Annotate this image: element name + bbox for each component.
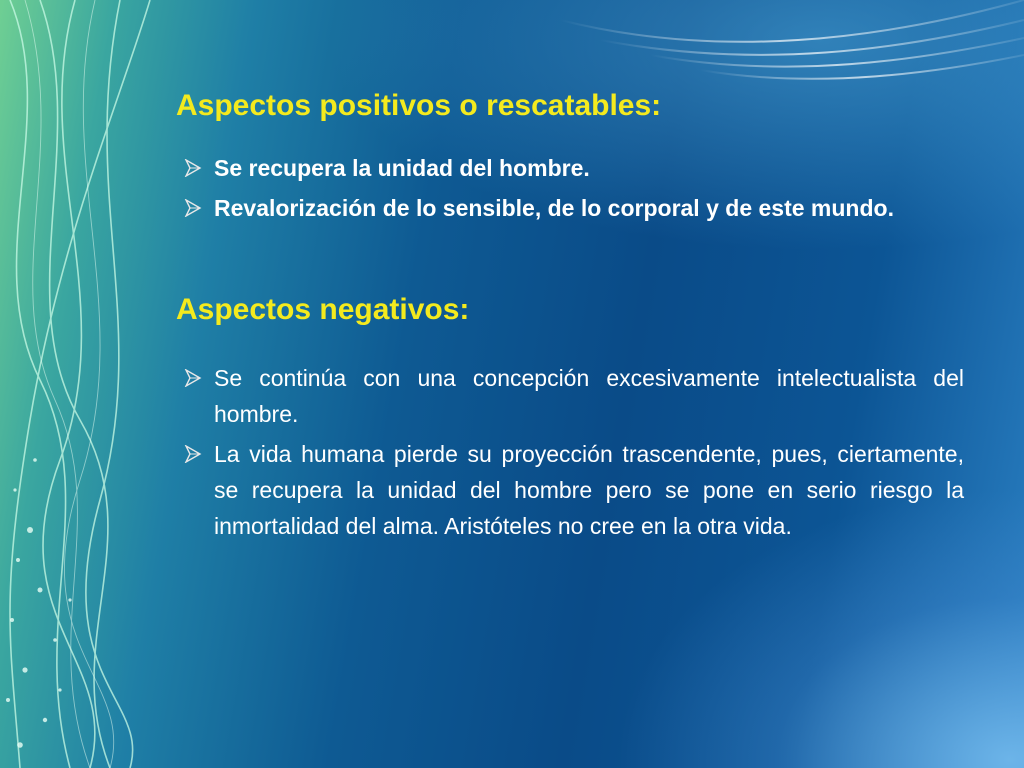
list-item [176, 360, 964, 432]
list-item [176, 150, 964, 186]
arrowhead-bullet-icon [184, 445, 202, 463]
positive-aspects-heading: Aspectos positivos o rescatables: [176, 89, 662, 122]
arrowhead-bullet-icon [184, 159, 202, 177]
list-item-text: La vida humana pierde su proyección trascendente, pues, ciertamente, se recupera la unidad del hombre pero se pone en serio riesgo la inmortalidad del alma. Aristóteles no cree en la otra vida. [214, 441, 964, 539]
arrowhead-bullet-icon [184, 369, 202, 387]
arrowhead-bullet-icon [184, 199, 202, 217]
list-item-text: Revalorización de lo sensible, de lo corporal y de este mundo. [214, 195, 894, 221]
slide-content [176, 86, 964, 548]
list-item-text: Se continúa con una concepción excesivamente intelectualista del hombre. [214, 365, 964, 427]
negative-aspects-list [176, 360, 964, 544]
negative-aspects-heading: Aspectos negativos: [176, 293, 470, 326]
list-item-text: Se recupera la unidad del hombre. [214, 155, 590, 181]
list-item [176, 436, 964, 544]
list-item [176, 190, 964, 226]
positive-aspects-list [176, 150, 964, 226]
